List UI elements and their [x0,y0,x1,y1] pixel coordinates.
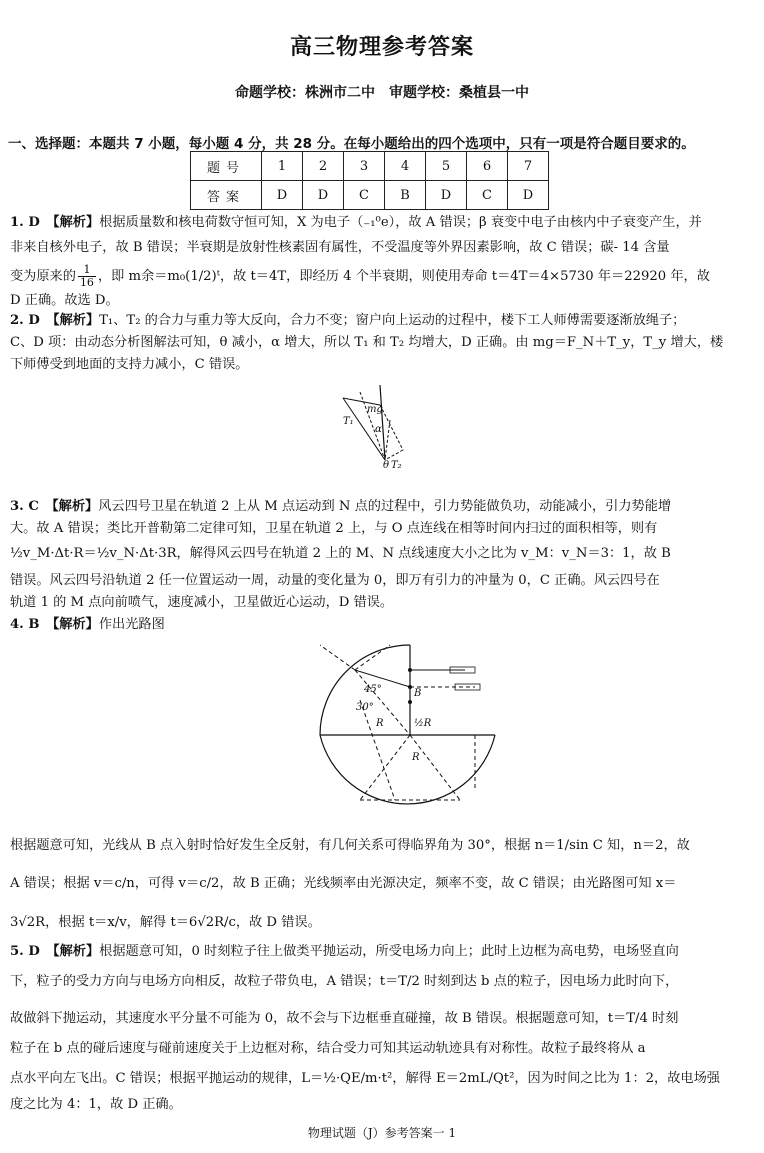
label-r: R [376,718,384,729]
q1-text: 变为原来的 [10,269,76,284]
page-title: 高三物理参考答案 [289,35,474,60]
q1-line-1 [10,215,756,231]
table-cell: B [385,181,426,210]
q3-tag: 3. C 【解析】 [10,499,99,514]
q1-line-3 [10,264,756,289]
school-info: 命题学校：株洲市二中 审题学校：桑植县一中 [235,85,529,101]
label-t1: T₁ [343,416,354,427]
q2-line-1 [10,313,756,329]
page-footer: 物理试题（J）参考答案一 1 [307,1126,457,1140]
answer-table [190,151,549,210]
table-cell: D [262,181,303,210]
table-cell: D [508,181,549,210]
point-a [408,668,412,672]
fraction-denominator: 16 [79,276,94,289]
label-b: B [414,688,422,699]
normal-line [355,645,390,670]
q5-text: 根据题意可知，0 时刻粒子往上做类平抛运动，所受电场力向上；此时上边框为高电势，电场竖直向 [99,944,679,959]
diagram-line [385,420,390,460]
q3-line-5: 轨道 1 的 M 点向前喷气，速度减小，卫星做近心运动，D 错误。 [10,595,394,610]
q5-tag: 5. D 【解析】 [10,944,100,959]
q1-text: ，即 m余＝m₀(1/2)ᵗ，故 t＝4T，即经历 4 个半衰期，则使用寿命 t＝4T＝4×5730 年＝22920 年，故 [97,269,710,284]
label-t2: T₂ [391,460,402,471]
ray-path [360,700,395,800]
table-cell: D [426,181,467,210]
label-r: R [412,752,420,763]
label-mg: mg [367,404,383,415]
table-cell: 1 [262,152,303,181]
q5-line-5: 点水平向左飞出。C 错误；根据平抛运动的规律，L＝½·QE/m·t²，解得 E＝2mL/Qt²，因为时间之比为 1：2，故电场强 [10,1071,720,1086]
q2-tag: 2. D 【解析】 [10,313,100,328]
table-cell: D [303,181,344,210]
point-b [408,685,412,689]
q4-tag: 4. B 【解析】 [10,617,99,632]
force-diagram [335,380,415,480]
normal-line [320,645,355,670]
label-45: 45° [364,684,382,695]
table-cell: 5 [426,152,467,181]
q1-line-4: D 正确。故选 D。 [10,293,119,308]
table-cell: 答案 [191,181,262,210]
fraction-numerator: 1 [78,264,96,277]
q1-text: 根据质量数和核电荷数守恒可知，X 为电子（₋₁⁰e），故 A 错误；β 衰变中电子由核内中子衰变产生，并 [99,215,702,230]
label-half-r: ½R [414,718,432,729]
q2-text: T₁、T₂ 的合力与重力等大反向，合力不变；窗户向上运动的过程中，楼下工人师傅需要逐渐放绳子； [99,313,686,328]
q5-line-6: 度之比为 4：1，故 D 正确。 [10,1097,182,1112]
q3-text: 风云四号卫星在轨道 2 上从 M 点运动到 N 点的过程中，引力势能做负功，动能减小，引力势能增 [98,499,672,514]
ray-path [410,735,460,800]
table-cell: 6 [467,152,508,181]
q3-line-2: 大。故 A 错误；类比开普勒第二定律可知，卫星在轨道 2 上，与 O 点连线在相等时间内扫过的面积相等，则有 [10,521,658,536]
light-path-diagram [300,640,500,820]
half-circle [320,735,495,804]
point-c [408,700,412,704]
fraction [78,264,96,289]
label-theta: θ [383,460,390,471]
q2-line-3: 下师傅受到地面的支持力减小，C 错误。 [10,357,249,372]
q5-line-1 [10,944,756,960]
q3-line-4: 错误。风云四号沿轨道 2 任一位置运动一周，动量的变化量为 0，即万有引力的冲量为 0，C 正确。风云四号在 [10,573,660,588]
label-alpha: α [375,424,382,435]
q5-line-2: 下，粒子的受力方向与电场方向相反，故粒子带负电，A 错误；t＝T/2 时刻到达 b 点的粒子，因电场力此时向下， [10,974,679,989]
table-cell: 2 [303,152,344,181]
section-heading: 一、选择题：本题共 7 小题，每小题 4 分，共 28 分。在每小题给出的四个选项中，只有一项是符合题目要求的。 [8,136,695,152]
q1-line-2: 非来自核外电子，故 B 错误；半衰期是放射性核素固有属性，不受温度等外界因素影响，故 C 错误；碳- 14 含量 [10,240,670,255]
table-cell: 题号 [191,152,262,181]
table-cell: 3 [344,152,385,181]
q3-line-1 [10,499,756,515]
q4-line-1 [10,617,756,633]
q2-line-2: C、D 项：由动态分析图解法可知，θ 减小，α 增大，所以 T₁ 和 T₂ 均增大，D 正确。由 mg＝F_N＋T_y，T_y 增大，楼 [10,335,724,350]
q4-text: 作出光路图 [98,617,165,632]
table-cell: 7 [508,152,549,181]
q3-line-3: ½v_M·Δt·R＝½v_N·Δt·3R，解得风云四号在轨道 2 上的 M、N 点线速度大小之比为 v_M：v_N＝3：1，故 B [10,546,671,561]
q4-line-3: A 错误；根据 v＝c/n，可得 v＝c/2，故 B 正确；光线频率由光源决定，频率不变，故 C 错误；由光路图可知 x＝ [10,876,677,891]
q5-line-4: 粒子在 b 点的碰后速度与碰前速度关于上边框对称，结合受力可知其运动轨迹具有对称性。故粒子最终将从 a [10,1041,646,1056]
q4-line-2: 根据题意可知，光线从 B 点入射时恰好发生全反射，有几何关系可得临界角为 30°，根据 n＝1/sin C 知，n＝2，故 [10,838,690,853]
table-cell: 4 [385,152,426,181]
table-cell: C [344,181,385,210]
label-30: 30° [356,702,374,713]
q1-tag: 1. D 【解析】 [10,215,100,230]
q4-line-4: 3√2R，根据 t＝x/v，解得 t＝6√2R/c，故 D 错误。 [10,915,321,930]
table-row [191,152,549,181]
ray-path [360,735,410,800]
diagram-line [385,450,403,460]
table-row [191,181,549,210]
q5-line-3: 故做斜下抛运动，其速度水平分量不可能为 0，故不会与下边框垂直碰撞，故 B 错误。根据题意可知，t＝T/4 时刻 [10,1011,679,1026]
table-cell: C [467,181,508,210]
